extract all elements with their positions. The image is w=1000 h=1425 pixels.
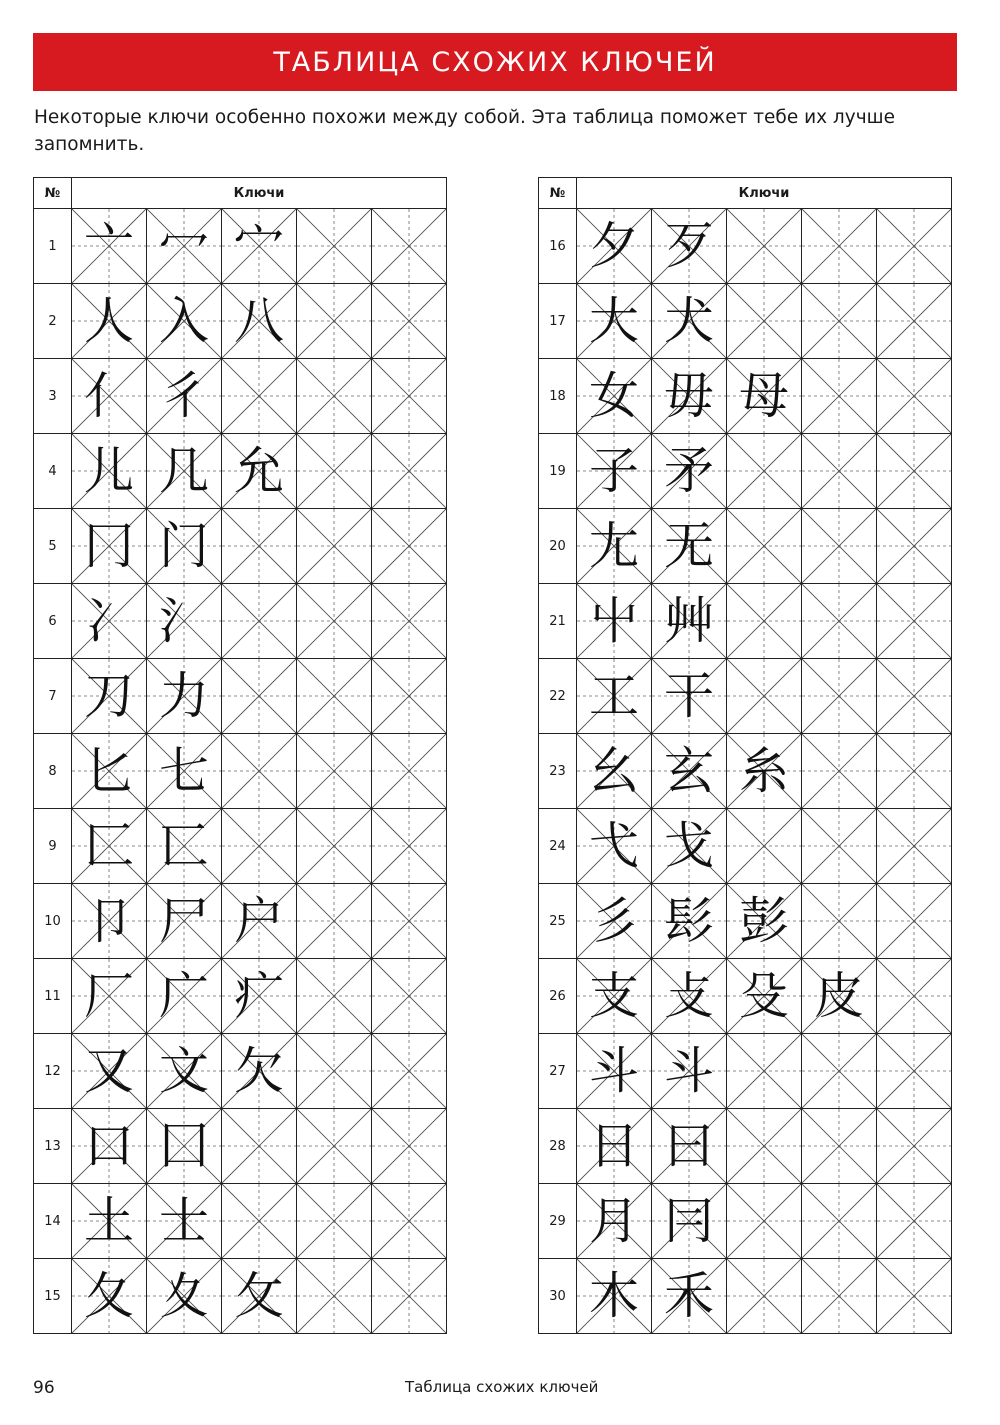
radical-character: 殳: [739, 967, 789, 1025]
practice-cell: [727, 359, 802, 434]
page-title: ТАБЛИЦА СХОЖИХ КЛЮЧЕЙ: [273, 46, 717, 78]
practice-cell: [147, 509, 222, 584]
practice-cell: [297, 584, 372, 659]
practice-cell: [802, 659, 877, 734]
radical-character: 支: [589, 967, 639, 1025]
practice-cell: [147, 1259, 222, 1334]
practice-cell: [877, 509, 952, 584]
practice-cell: [222, 584, 297, 659]
table-row: [34, 1259, 447, 1334]
practice-cell: [727, 959, 802, 1034]
practice-cell: [877, 809, 952, 884]
practice-cell: [652, 209, 727, 284]
table-row: [34, 734, 447, 809]
radical-character: 口: [84, 1117, 134, 1175]
practice-cell: [577, 959, 652, 1034]
practice-cell: [727, 1034, 802, 1109]
practice-cell: [222, 509, 297, 584]
row-number: 7: [34, 659, 72, 734]
row-number: 23: [539, 734, 577, 809]
radical-character: 玄: [664, 742, 714, 800]
practice-cell: [727, 659, 802, 734]
row-number: 21: [539, 584, 577, 659]
table-row: [539, 884, 952, 959]
practice-cell: [652, 359, 727, 434]
table-row: [34, 809, 447, 884]
practice-cell: [877, 284, 952, 359]
practice-cell: [72, 659, 147, 734]
practice-cell: [802, 509, 877, 584]
radical-character: 屮: [589, 592, 639, 650]
practice-cell: [147, 959, 222, 1034]
radical-character: 幺: [589, 742, 639, 800]
radical-character: 亠: [84, 217, 134, 275]
radicals-table-left: [33, 177, 447, 1334]
table-row: [539, 734, 952, 809]
practice-cell: [147, 434, 222, 509]
practice-cell: [577, 509, 652, 584]
radical-character: 夊: [159, 1267, 209, 1325]
row-number: 15: [34, 1259, 72, 1334]
practice-cell: [727, 509, 802, 584]
row-number: 24: [539, 809, 577, 884]
practice-cell: [297, 284, 372, 359]
practice-cell: [222, 209, 297, 284]
title-banner: [33, 33, 957, 91]
radical-character: 子: [589, 442, 639, 500]
radical-character: 禾: [664, 1267, 714, 1325]
radical-character: 允: [234, 442, 284, 500]
radical-character: 无: [664, 517, 714, 575]
row-number: 14: [34, 1184, 72, 1259]
practice-cell: [652, 659, 727, 734]
practice-cell: [222, 1034, 297, 1109]
practice-cell: [652, 1184, 727, 1259]
practice-cell: [147, 1109, 222, 1184]
practice-cell: [372, 1034, 447, 1109]
table-row: [34, 884, 447, 959]
practice-cell: [147, 284, 222, 359]
practice-cell: [297, 734, 372, 809]
practice-cell: [297, 884, 372, 959]
radical-character: 人: [84, 292, 134, 350]
practice-cell: [877, 209, 952, 284]
practice-cell: [577, 884, 652, 959]
table-row: [539, 809, 952, 884]
practice-cell: [727, 1259, 802, 1334]
practice-cell: [147, 209, 222, 284]
practice-cell: [577, 584, 652, 659]
radical-character: 冫: [84, 592, 134, 650]
practice-cell: [147, 1184, 222, 1259]
radical-character: 文: [159, 1042, 209, 1100]
row-number: 4: [34, 434, 72, 509]
practice-cell: [577, 1259, 652, 1334]
practice-cell: [652, 284, 727, 359]
practice-cell: [802, 209, 877, 284]
radical-character: 夕: [589, 217, 639, 275]
table-row: [34, 359, 447, 434]
practice-cell: [727, 209, 802, 284]
practice-cell: [652, 734, 727, 809]
radical-character: 弋: [589, 817, 639, 875]
practice-cell: [577, 659, 652, 734]
practice-cell: [877, 734, 952, 809]
radical-character: 疒: [234, 967, 284, 1025]
practice-cell: [727, 884, 802, 959]
practice-cell: [802, 734, 877, 809]
radical-character: 日: [589, 1117, 639, 1175]
table-row: [539, 359, 952, 434]
practice-cell: [222, 359, 297, 434]
practice-cell: [727, 434, 802, 509]
practice-cell: [802, 284, 877, 359]
table-row: [34, 284, 447, 359]
practice-cell: [372, 434, 447, 509]
radical-character: 又: [84, 1042, 134, 1100]
practice-cell: [727, 584, 802, 659]
table-row: [34, 1109, 447, 1184]
practice-cell: [72, 959, 147, 1034]
row-number: 26: [539, 959, 577, 1034]
practice-cell: [652, 1109, 727, 1184]
radical-character: 毋: [664, 367, 714, 425]
table-row: [34, 434, 447, 509]
practice-cell: [802, 584, 877, 659]
radical-character: 彳: [159, 367, 209, 425]
table-row: [34, 209, 447, 284]
practice-cell: [877, 359, 952, 434]
practice-cell: [147, 884, 222, 959]
radical-character: 犬: [664, 292, 714, 350]
radical-character: 入: [159, 292, 209, 350]
radical-character: 斗: [589, 1042, 639, 1100]
radical-character: 月: [589, 1192, 639, 1250]
practice-cell: [802, 884, 877, 959]
practice-cell: [297, 509, 372, 584]
radical-character: 囗: [159, 1117, 209, 1175]
radical-character: 歹: [664, 217, 714, 275]
radical-character: 欠: [234, 1042, 284, 1100]
radical-character: 力: [159, 667, 209, 725]
practice-cell: [297, 1109, 372, 1184]
practice-cell: [577, 1034, 652, 1109]
radical-character: 夂: [84, 1267, 134, 1325]
radical-character: 匸: [159, 817, 209, 875]
row-number: 3: [34, 359, 72, 434]
table-row: [539, 284, 952, 359]
row-number: 20: [539, 509, 577, 584]
row-number: 17: [539, 284, 577, 359]
practice-cell: [372, 1184, 447, 1259]
row-number: 25: [539, 884, 577, 959]
radical-character: 户: [234, 892, 284, 950]
practice-cell: [72, 1259, 147, 1334]
radical-character: 冃: [664, 1192, 714, 1250]
practice-cell: [372, 659, 447, 734]
row-number: 8: [34, 734, 72, 809]
practice-cell: [652, 434, 727, 509]
practice-cell: [72, 509, 147, 584]
radical-character: 艸: [664, 592, 714, 650]
footer-section-title: Таблица схожих ключей: [405, 1378, 599, 1396]
radical-character: 皮: [814, 967, 864, 1025]
practice-cell: [372, 509, 447, 584]
radical-character: 尢: [589, 517, 639, 575]
radical-character: 八: [234, 292, 284, 350]
practice-cell: [372, 884, 447, 959]
table-row: [539, 434, 952, 509]
radical-character: 工: [589, 667, 639, 725]
practice-cell: [877, 1109, 952, 1184]
row-number: 29: [539, 1184, 577, 1259]
row-number: 16: [539, 209, 577, 284]
practice-cell: [372, 1109, 447, 1184]
column-header-keys: Ключи: [577, 178, 952, 209]
radical-character: 冖: [159, 217, 209, 275]
practice-cell: [877, 1184, 952, 1259]
radical-character: 彡: [589, 892, 639, 950]
practice-cell: [577, 1109, 652, 1184]
practice-cell: [222, 734, 297, 809]
practice-cell: [727, 734, 802, 809]
practice-cell: [297, 659, 372, 734]
radical-character: 冂: [84, 517, 134, 575]
radical-character: 土: [84, 1192, 134, 1250]
radical-character: 干: [664, 667, 714, 725]
radicals-table-right: [538, 177, 952, 1334]
radical-character: 亻: [84, 367, 134, 425]
practice-cell: [372, 584, 447, 659]
row-number: 18: [539, 359, 577, 434]
practice-cell: [802, 1259, 877, 1334]
practice-cell: [577, 1184, 652, 1259]
radical-character: 门: [159, 517, 209, 575]
row-number: 19: [539, 434, 577, 509]
table-row: [34, 509, 447, 584]
radical-character: 髟: [664, 892, 714, 950]
radical-character: 宀: [234, 217, 284, 275]
table-row: [34, 584, 447, 659]
practice-cell: [372, 734, 447, 809]
practice-cell: [652, 584, 727, 659]
practice-cell: [222, 1109, 297, 1184]
radical-character: 彭: [739, 892, 789, 950]
practice-cell: [877, 659, 952, 734]
practice-cell: [652, 1259, 727, 1334]
practice-cell: [577, 359, 652, 434]
practice-cell: [297, 434, 372, 509]
practice-cell: [297, 959, 372, 1034]
table-row: [539, 584, 952, 659]
practice-cell: [222, 1259, 297, 1334]
radical-character: 曰: [664, 1117, 714, 1175]
practice-cell: [147, 359, 222, 434]
row-number: 22: [539, 659, 577, 734]
column-header-number: №: [539, 178, 577, 209]
radical-character: 母: [739, 367, 789, 425]
practice-cell: [72, 884, 147, 959]
practice-cell: [652, 509, 727, 584]
radical-character: 刀: [84, 667, 134, 725]
practice-cell: [222, 434, 297, 509]
practice-cell: [147, 1034, 222, 1109]
practice-cell: [802, 1034, 877, 1109]
practice-cell: [297, 209, 372, 284]
practice-cell: [372, 809, 447, 884]
practice-cell: [72, 1034, 147, 1109]
radical-character: 卩: [84, 892, 134, 950]
practice-cell: [652, 959, 727, 1034]
practice-cell: [577, 284, 652, 359]
practice-cell: [577, 809, 652, 884]
row-number: 9: [34, 809, 72, 884]
practice-cell: [222, 659, 297, 734]
table-row: [539, 1184, 952, 1259]
practice-cell: [222, 284, 297, 359]
column-header-number: №: [34, 178, 72, 209]
row-number: 30: [539, 1259, 577, 1334]
practice-cell: [147, 734, 222, 809]
radical-character: 攴: [664, 967, 714, 1025]
table-row: [34, 1184, 447, 1259]
radical-character: 糸: [739, 742, 789, 800]
practice-cell: [147, 659, 222, 734]
radical-character: 木: [589, 1267, 639, 1325]
practice-cell: [372, 284, 447, 359]
radical-character: 儿: [84, 442, 134, 500]
practice-cell: [72, 434, 147, 509]
table-row: [539, 1109, 952, 1184]
radical-character: 斗: [664, 1042, 714, 1100]
radical-character: 匕: [84, 742, 134, 800]
practice-cell: [652, 809, 727, 884]
row-number: 5: [34, 509, 72, 584]
radical-character: 广: [159, 967, 209, 1025]
practice-cell: [877, 434, 952, 509]
practice-cell: [802, 359, 877, 434]
radical-character: 匚: [84, 817, 134, 875]
practice-cell: [727, 1184, 802, 1259]
radical-character: 女: [589, 367, 639, 425]
row-number: 12: [34, 1034, 72, 1109]
practice-cell: [297, 1184, 372, 1259]
radical-character: 氵: [159, 592, 209, 650]
practice-cell: [147, 809, 222, 884]
table-row: [539, 509, 952, 584]
radical-character: 尸: [159, 892, 209, 950]
table-row: [539, 1034, 952, 1109]
radical-character: 七: [159, 742, 209, 800]
practice-cell: [877, 584, 952, 659]
practice-cell: [222, 809, 297, 884]
radical-character: 士: [159, 1192, 209, 1250]
practice-cell: [222, 1184, 297, 1259]
practice-cell: [727, 1109, 802, 1184]
practice-cell: [72, 1109, 147, 1184]
radical-character: 几: [159, 442, 209, 500]
radical-character: 矛: [664, 442, 714, 500]
radical-character: 戈: [664, 817, 714, 875]
practice-cell: [297, 1034, 372, 1109]
practice-cell: [297, 809, 372, 884]
intro-text: Некоторые ключи особенно похожи между собой. Эта таблица поможет тебе их лучше запомнить.: [34, 107, 895, 155]
practice-cell: [577, 734, 652, 809]
row-number: 1: [34, 209, 72, 284]
practice-cell: [297, 1259, 372, 1334]
table-row: [539, 659, 952, 734]
practice-cell: [652, 884, 727, 959]
practice-cell: [652, 1034, 727, 1109]
practice-cell: [72, 284, 147, 359]
radical-character: 厂: [84, 967, 134, 1025]
practice-cell: [372, 359, 447, 434]
row-number: 2: [34, 284, 72, 359]
practice-cell: [802, 434, 877, 509]
practice-cell: [802, 959, 877, 1034]
practice-cell: [727, 284, 802, 359]
radical-character: 攵: [234, 1267, 284, 1325]
practice-cell: [577, 209, 652, 284]
practice-cell: [802, 1184, 877, 1259]
practice-cell: [222, 959, 297, 1034]
practice-cell: [72, 734, 147, 809]
practice-cell: [72, 809, 147, 884]
practice-cell: [372, 209, 447, 284]
practice-cell: [72, 359, 147, 434]
practice-cell: [577, 434, 652, 509]
practice-cell: [72, 1184, 147, 1259]
practice-cell: [877, 959, 952, 1034]
table-row: [539, 1259, 952, 1334]
row-number: 10: [34, 884, 72, 959]
practice-cell: [727, 809, 802, 884]
practice-cell: [147, 584, 222, 659]
row-number: 27: [539, 1034, 577, 1109]
practice-cell: [877, 1259, 952, 1334]
practice-cell: [372, 959, 447, 1034]
page-number: 96: [33, 1378, 55, 1398]
row-number: 6: [34, 584, 72, 659]
practice-cell: [72, 584, 147, 659]
row-number: 28: [539, 1109, 577, 1184]
row-number: 11: [34, 959, 72, 1034]
row-number: 13: [34, 1109, 72, 1184]
practice-cell: [372, 1259, 447, 1334]
column-header-keys: Ключи: [72, 178, 447, 209]
table-row: [34, 1034, 447, 1109]
table-row: [539, 959, 952, 1034]
practice-cell: [222, 884, 297, 959]
table-row: [34, 659, 447, 734]
practice-cell: [297, 359, 372, 434]
table-row: [539, 209, 952, 284]
table-row: [34, 959, 447, 1034]
practice-cell: [877, 1034, 952, 1109]
practice-cell: [72, 209, 147, 284]
practice-cell: [802, 1109, 877, 1184]
radical-character: 大: [589, 292, 639, 350]
practice-cell: [877, 884, 952, 959]
practice-cell: [802, 809, 877, 884]
